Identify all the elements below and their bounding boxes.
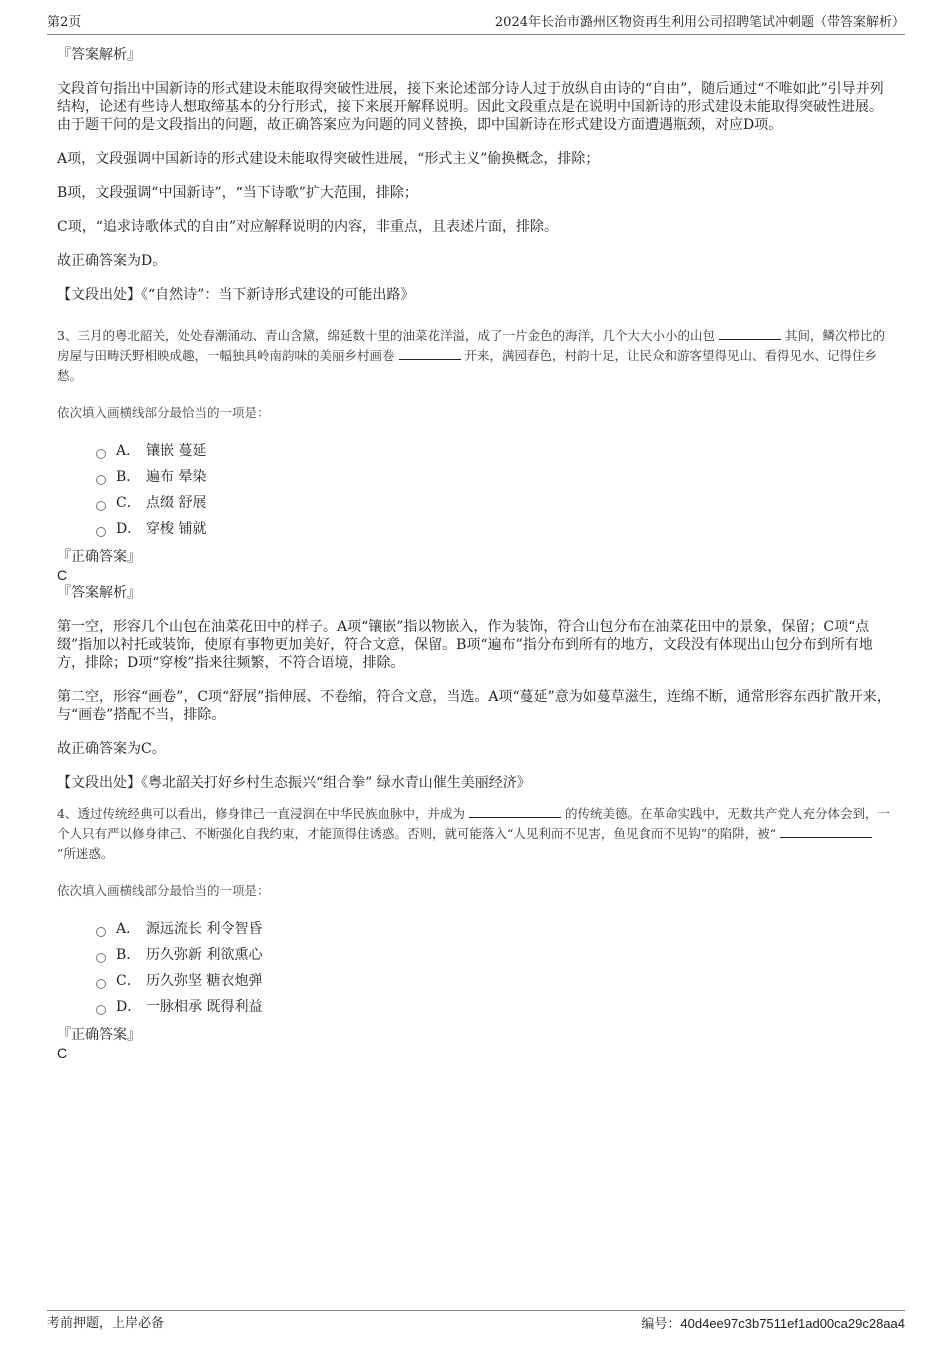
correct-answer-label: 『正确答案』 — [57, 549, 141, 565]
document-content — [57, 46, 895, 1062]
option-b[interactable]: B． 历久弥新 利欲熏心 — [96, 942, 895, 968]
radio-icon[interactable] — [96, 927, 106, 937]
page-footer — [47, 1310, 905, 1336]
radio-icon[interactable] — [96, 527, 106, 537]
footer-slogan: 考前押题，上岸必备 — [47, 1316, 165, 1331]
option-a[interactable]: A． 镶嵌 蔓延 — [96, 438, 895, 464]
option-list — [96, 916, 895, 1020]
document-id: 编号：40d4ee97c3b7511ef1ad00ca29c28aa4 — [641, 1316, 905, 1331]
option-d[interactable]: D． 穿梭 铺就 — [96, 516, 895, 542]
analysis-paragraph: B项，文段强调“中国新诗”，“当下诗歌”扩大范围，排除； — [57, 185, 418, 201]
radio-icon[interactable] — [96, 953, 106, 963]
option-c[interactable]: C． 历久弥坚 糖衣炮弹 — [96, 968, 895, 994]
document-title: 2024年长治市潞州区物资再生利用公司招聘笔试冲刺题（带答案解析） — [494, 15, 905, 30]
analysis-label: 『答案解析』 — [57, 47, 141, 63]
answer-conclusion: 故正确答案为C。 — [57, 741, 166, 757]
correct-answer-label: 『正确答案』 — [57, 1027, 141, 1043]
analysis-paragraph: 文段首句指出中国新诗的形式建设未能取得突破性进展，接下来论述部分诗人过于放纵自由诗的“自由”，随后通过“不唯如此”引导并列结构，论述有些诗人想取缔基本的分行形式，接下来展开解释说明。因此文段重点是在说明中国新诗的形式建设未能取得突破性进展。由于题干问的是文段指出的问题，故正确答案应为问题的同义替换，即中国新诗在形式建设方面遭遇瓶颈，对应D项。 — [57, 81, 884, 133]
page-header — [47, 14, 905, 35]
radio-icon[interactable] — [96, 475, 106, 485]
question-prompt: 依次填入画横线部分最恰当的一项是： — [57, 883, 270, 898]
analysis-label: 『答案解析』 — [57, 585, 141, 601]
analysis-paragraph: A项，文段强调中国新诗的形式建设未能取得突破性进展，“形式主义”偷换概念，排除； — [57, 151, 600, 167]
radio-icon[interactable] — [96, 449, 106, 459]
question-stem: 3、三月的粤北韶关，处处春潮涌动、青山含黛，绵延数十里的油菜花洋溢，成了一片金色的海洋，几个大大小小的山包 其间，鳞次栉比的房屋与田畴沃野相映成趣，一幅独具岭南韵味的美丽乡村画卷 开来，满园春色，村韵十足，让民众和游客望得见山、看得见水、记得住乡愁。 — [57, 328, 885, 383]
option-c[interactable]: C． 点缀 舒展 — [96, 490, 895, 516]
fill-blank — [719, 327, 781, 340]
analysis-paragraph: 第二空，形容“画卷”，C项“舒展”指伸展、不卷缩，符合文意，当选。A项“蔓延”意为如蔓草滋生，连绵不断，通常形容东西扩散开来，与“画卷”搭配不当，排除。 — [57, 689, 891, 723]
source-citation: 【文段出处】《粤北韶关打好乡村生态振兴“组合拳” 绿水青山催生美丽经济》 — [57, 775, 531, 791]
answer-conclusion: 故正确答案为D。 — [57, 253, 167, 269]
analysis-paragraph: C项，“追求诗歌体式的自由”对应解释说明的内容，非重点，且表述片面，排除。 — [57, 219, 559, 235]
fill-blank — [399, 347, 461, 360]
analysis-paragraph: 第一空，形容几个山包在油菜花田中的样子。A项“镶嵌”指以物嵌入，作为装饰，符合山包分布在油菜花田中的景象，保留；C项“点缀”指加以衬托或装饰，使原有事物更加美好，符合文意，保留。B项“遍布”指分布到所有的地方，文段没有体现出山包分布到所有地方，排除；D项“穿梭”指来往频繁，不符合语境，排除。 — [57, 619, 873, 671]
option-list — [96, 438, 895, 542]
question-stem: 4、透过传统经典可以看出，修身律己一直浸润在中华民族血脉中，并成为 的传统美德。在革命实践中，无数共产党人充分体会到，一个人只有严以修身律己、不断强化自我约束，才能顶得住诱惑。否则，就可能落入“人见利而不见害，鱼见食而不见钩”的陷阱，被“ ”所迷惑。 — [57, 806, 890, 861]
page-number: 第2页 — [47, 15, 82, 30]
fill-blank — [469, 805, 561, 818]
fill-blank — [780, 825, 872, 838]
source-citation: 【文段出处】《“自然诗”：当下新诗形式建设的可能出路》 — [57, 287, 415, 303]
correct-answer: C — [57, 567, 68, 583]
radio-icon[interactable] — [96, 501, 106, 511]
question-prompt: 依次填入画横线部分最恰当的一项是： — [57, 405, 270, 420]
radio-icon[interactable] — [96, 979, 106, 989]
correct-answer: C — [57, 1045, 68, 1061]
option-b[interactable]: B． 遍布 晕染 — [96, 464, 895, 490]
radio-icon[interactable] — [96, 1005, 106, 1015]
option-a[interactable]: A． 源远流长 利令智昏 — [96, 916, 895, 942]
option-d[interactable]: D． 一脉相承 既得利益 — [96, 994, 895, 1020]
